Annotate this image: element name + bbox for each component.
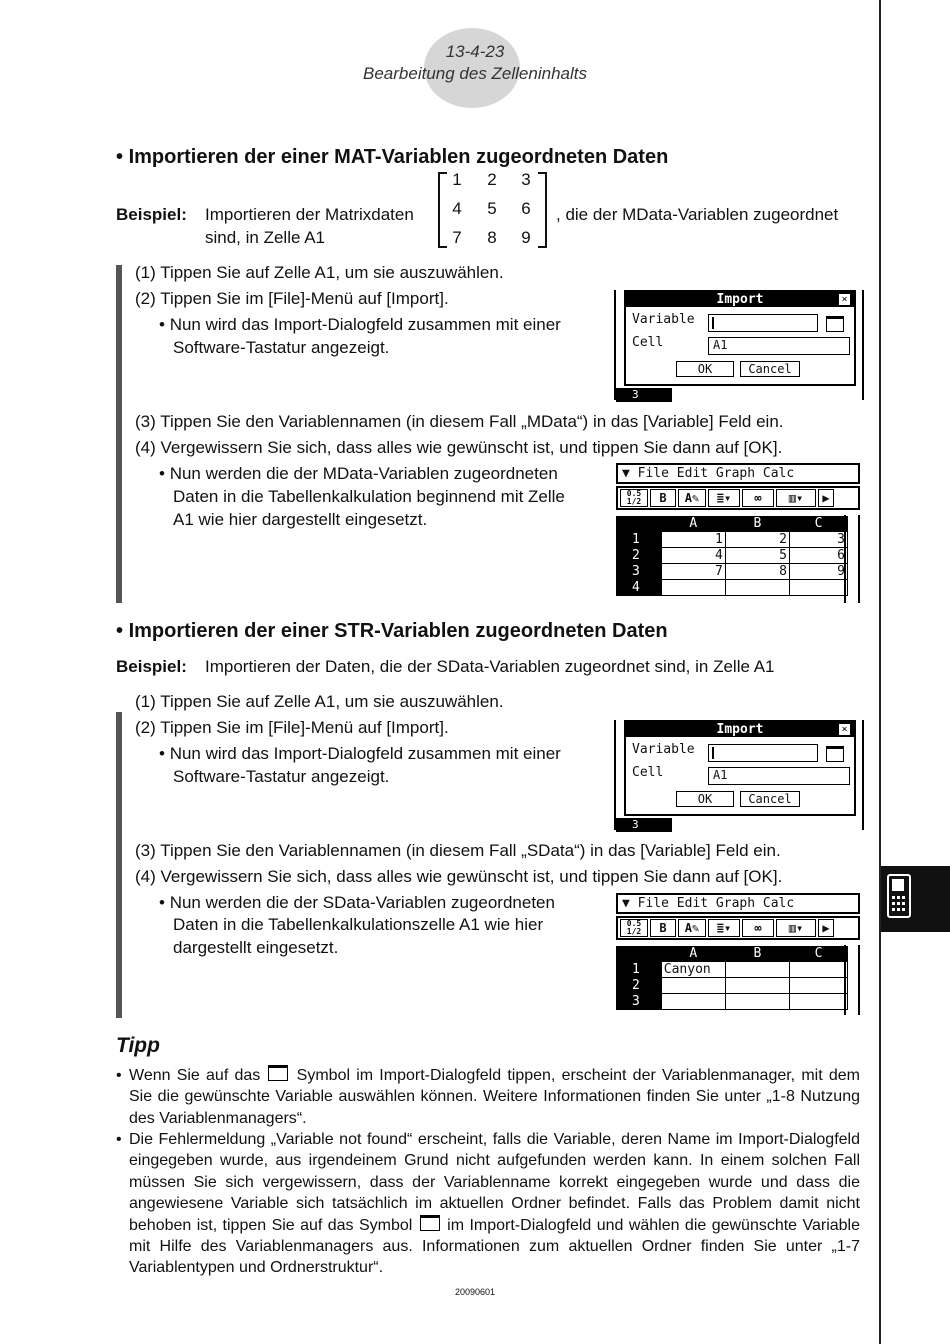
example1-text-3: , die der MData-Variablen zugeordnet	[556, 205, 839, 224]
next-icon[interactable]: ▶	[818, 919, 834, 937]
variable-label: Variable	[632, 312, 695, 327]
edit-icon[interactable]: A✎	[678, 919, 706, 937]
cell-b1[interactable]	[725, 962, 789, 978]
folder-icon[interactable]	[826, 746, 844, 762]
s2-step4-note-3: dargestellt eingesetzt.	[173, 938, 339, 957]
cell-c3[interactable]: 9	[789, 564, 847, 580]
menu-icon[interactable]: ▼	[622, 466, 630, 481]
import-dialog-screenshot-2	[614, 720, 864, 830]
s1-step4-note: • Nun werden die der MData-Variablen zugeordneten	[159, 464, 558, 483]
cell-a4[interactable]	[661, 580, 725, 596]
cell-b2[interactable]: 5	[725, 548, 789, 564]
fraction-button[interactable]: 0.5 1/2	[620, 489, 648, 507]
toolbar	[616, 916, 860, 940]
matrix-cell: 3	[521, 170, 531, 189]
graph-icon[interactable]: ▥▾	[776, 919, 816, 937]
matrix-cell: 5	[487, 199, 497, 218]
ok-button[interactable]: OK	[676, 361, 734, 377]
matrix-cell: 1	[452, 170, 462, 189]
s2-step4-note-2: Daten in die Tabellenkalkulationszelle A1 wie hier	[173, 915, 544, 934]
cell-label: Cell	[632, 765, 664, 780]
menu-bar[interactable]	[616, 463, 860, 484]
section2-heading: • Importieren der einer STR-Variablen zugeordneten Daten	[116, 620, 668, 642]
matrix-cell: 9	[521, 228, 531, 247]
s1-step4: (4) Vergewissern Sie sich, dass alles wie gewünscht ist, und tippen Sie dann auf [OK].	[135, 438, 783, 457]
close-icon[interactable]: ×	[838, 723, 851, 736]
example1-text-1: Importieren der Matrixdaten	[205, 205, 414, 224]
dialog-title: Import	[626, 292, 854, 307]
variable-label: Variable	[632, 742, 695, 757]
chapter-tab	[881, 866, 950, 932]
matrix-cell: 7	[452, 228, 462, 247]
variable-input[interactable]	[708, 744, 818, 762]
s1-step2-note: • Nun wird das Import-Dialogfeld zusammen mit einer	[159, 315, 561, 334]
tipp1-text-b: Symbol im Import-Dialogfeld tippen, erscheint der Variablenmanager, mit dem Sie die gewünschte Variable auswählen können. Weitere Informationen finden Sie unter „1-8 Nutzung des Variablenmanagers“.	[129, 1067, 860, 1127]
corner-header	[616, 946, 661, 962]
link-icon[interactable]: ∞	[742, 489, 774, 507]
tipp2-text-a: Die Fehlermeldung „Variable not found“ erscheint, falls die Variable, deren Name im Import-Dialogfeld eingegeben wurde, aus irgendeinem Grund nicht aufgefunden werden kann. In einem solchen Fall müssen Sie sich vergewissern, dass der Variablenname korrekt eingegeben wurde und dass die angewiesene Variable sich tatsächlich im aktuellen Ordner befindet. Falls das Problem damit nicht behoben ist, tippen Sie auf das Symbol	[129, 1131, 860, 1234]
s2-step4-note: • Nun werden die der SData-Variablen zugeordneten	[159, 893, 555, 912]
s2-step3: (3) Tippen Sie den Variablennamen (in diesem Fall „SData“) in das [Variable] Feld ein.	[135, 841, 781, 860]
cell-input[interactable]: A1	[708, 337, 850, 355]
cell-label: Cell	[632, 335, 664, 350]
graph-icon[interactable]: ▥▾	[776, 489, 816, 507]
section1-side-bar	[116, 265, 122, 603]
col-header-c[interactable]: C	[789, 946, 847, 962]
row-peek: 3	[616, 388, 672, 402]
toolbar	[616, 486, 860, 510]
menu-bar[interactable]	[616, 893, 860, 914]
cell-b3[interactable]: 8	[725, 564, 789, 580]
tipp-item-1	[116, 1065, 860, 1129]
cell-c3[interactable]	[789, 994, 847, 1010]
menu-labels[interactable]: File Edit Graph Calc	[637, 896, 795, 911]
section2-side-bar	[116, 712, 122, 1018]
row-header[interactable]: 2	[616, 978, 661, 994]
cell-b1[interactable]: 2	[725, 532, 789, 548]
dialog-title: Import	[626, 722, 854, 737]
close-icon[interactable]: ×	[838, 293, 851, 306]
s2-step1: (1) Tippen Sie auf Zelle A1, um sie auszuwählen.	[135, 692, 504, 711]
import-dialog	[624, 720, 856, 816]
folder-icon[interactable]	[826, 316, 844, 332]
cell-a2[interactable]: 4	[661, 548, 725, 564]
col-header-a[interactable]: A	[661, 946, 725, 962]
tipp1-text-a: Wenn Sie auf das	[129, 1067, 261, 1084]
folder-icon	[268, 1065, 288, 1081]
sheet-table	[616, 516, 848, 596]
s2-step4: (4) Vergewissern Sie sich, dass alles wie gewünscht ist, und tippen Sie dann auf [OK].	[135, 867, 783, 886]
row-header[interactable]: 3	[616, 994, 661, 1010]
bullet: •	[116, 1067, 122, 1084]
cell-c2[interactable]	[789, 978, 847, 994]
import-dialog-screenshot-1	[614, 290, 864, 400]
variable-input[interactable]	[708, 314, 818, 332]
cell-b4[interactable]	[725, 580, 789, 596]
fraction-button[interactable]: 0.5 1/2	[620, 919, 648, 937]
fill-icon[interactable]: ≣▾	[708, 489, 740, 507]
spreadsheet-screenshot-2	[616, 893, 860, 1015]
col-header-b[interactable]: B	[725, 516, 789, 532]
row-peek: 3	[616, 818, 672, 832]
link-icon[interactable]: ∞	[742, 919, 774, 937]
s2-step2-note-2: Software-Tastatur angezeigt.	[173, 767, 390, 786]
s1-step2-note-2: Software-Tastatur angezeigt.	[173, 338, 390, 357]
edit-icon[interactable]: A✎	[678, 489, 706, 507]
matrix-cell: 4	[452, 199, 462, 218]
matrix-left-bracket	[438, 172, 447, 248]
matrix-cell: 6	[521, 199, 531, 218]
cell-b2[interactable]	[725, 978, 789, 994]
cancel-button[interactable]: Cancel	[740, 791, 800, 807]
s1-step4-note-3: A1 wie hier dargestellt eingesetzt.	[173, 510, 428, 529]
corner-header	[616, 516, 661, 532]
ok-button[interactable]: OK	[676, 791, 734, 807]
col-header-c[interactable]: C	[789, 516, 847, 532]
sheet-table	[616, 946, 848, 1010]
footer-code: 20090601	[454, 1287, 496, 1297]
cell-a2[interactable]	[661, 978, 725, 994]
s2-step2-note: • Nun wird das Import-Dialogfeld zusammen mit einer	[159, 744, 561, 763]
col-header-a[interactable]: A	[661, 516, 725, 532]
col-header-b[interactable]: B	[725, 946, 789, 962]
cell-a1[interactable]: 1	[661, 532, 725, 548]
example1-text-2: sind, in Zelle A1	[205, 228, 326, 247]
scrollbar[interactable]	[844, 945, 860, 1015]
example-label-2: Beispiel:	[116, 657, 187, 676]
matrix-right-bracket	[538, 172, 547, 248]
scrollbar[interactable]	[844, 515, 860, 603]
example-label-1: Beispiel:	[116, 205, 187, 224]
section1-heading: • Importieren der einer MAT-Variablen zugeordneten Daten	[116, 146, 669, 168]
cell-input[interactable]: A1	[708, 767, 850, 785]
page-edge-rule	[879, 0, 881, 1344]
cell-c2[interactable]: 6	[789, 548, 847, 564]
page-number: 13-4-23	[445, 42, 505, 61]
menu-icon[interactable]: ▼	[622, 896, 630, 911]
cell-c1[interactable]: 3	[789, 532, 847, 548]
cell-c1[interactable]	[789, 962, 847, 978]
s1-step1: (1) Tippen Sie auf Zelle A1, um sie auszuwählen.	[135, 263, 504, 282]
cell-b3[interactable]	[725, 994, 789, 1010]
s1-step4-note-2: Daten in die Tabellenkalkulation beginnend mit Zelle	[173, 487, 565, 506]
matrix-cell: 2	[487, 170, 497, 189]
b-button[interactable]: B	[650, 489, 676, 507]
s1-step3: (3) Tippen Sie den Variablennamen (in diesem Fall „MData“) in das [Variable] Feld ein.	[135, 412, 784, 431]
s1-step2: (2) Tippen Sie im [File]-Menü auf [Import].	[135, 289, 449, 308]
example2-text: Importieren der Daten, die der SData-Variablen zugeordnet sind, in Zelle A1	[205, 657, 775, 676]
folder-icon	[420, 1215, 440, 1231]
next-icon[interactable]: ▶	[818, 489, 834, 507]
cancel-button[interactable]: Cancel	[740, 361, 800, 377]
row-header[interactable]: 2	[616, 548, 661, 564]
tipp2-text-b: im Import-Dialogfeld und wählen die gewünschte Variable mit Hilfe des Variablenmanagers aus. Informationen zum aktuellen Ordner finden Sie unter „1-7 Variablentypen und Ordnerstruktur“.	[129, 1216, 861, 1277]
row-header[interactable]: 4	[616, 580, 661, 596]
page-title: Bearbeitung des Zelleninhalts	[363, 64, 587, 83]
tipp-item-2	[116, 1129, 860, 1279]
cell-c4[interactable]	[789, 580, 847, 596]
tipp-heading: Tipp	[116, 1034, 160, 1057]
row-header[interactable]: 1	[616, 532, 661, 548]
menu-labels[interactable]: File Edit Graph Calc	[637, 466, 795, 481]
b-button[interactable]: B	[650, 919, 676, 937]
row-header[interactable]: 3	[616, 564, 661, 580]
row-header[interactable]: 1	[616, 962, 661, 978]
bullet: •	[116, 1131, 122, 1148]
fill-icon[interactable]: ≣▾	[708, 919, 740, 937]
calculator-icon	[887, 874, 911, 918]
cell-a1[interactable]: Canyon	[661, 962, 725, 978]
cell-a3[interactable]	[661, 994, 725, 1010]
matrix-cell: 8	[487, 228, 497, 247]
s2-step2: (2) Tippen Sie im [File]-Menü auf [Import].	[135, 718, 449, 737]
import-dialog	[624, 290, 856, 386]
spreadsheet-screenshot-1	[616, 463, 860, 603]
cell-a3[interactable]: 7	[661, 564, 725, 580]
